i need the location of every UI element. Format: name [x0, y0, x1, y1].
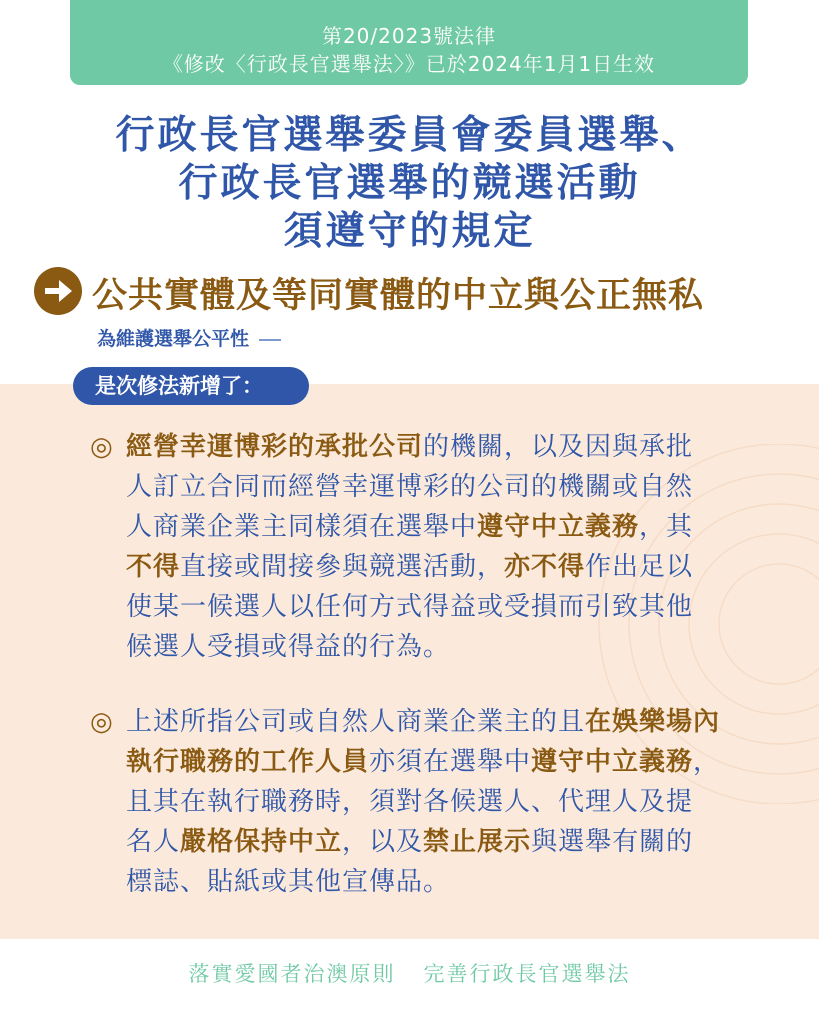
paragraph-casino-staff	[90, 702, 760, 902]
purpose-text: 為維護選舉公平性	[97, 328, 250, 350]
footer-slogan	[0, 958, 819, 988]
title-line-2: 行政長官選舉的競選活動	[178, 161, 641, 206]
paragraph-line: 不得直接或間接參與競選活動，亦不得作出足以	[126, 552, 694, 582]
bullet-mark: ◎	[90, 432, 114, 462]
page-title	[0, 112, 819, 256]
purpose-line	[97, 324, 281, 351]
paragraph-line: 標誌、貼紙或其他宣傳品。	[126, 867, 451, 897]
law-number: 第20/2023號法律	[321, 24, 497, 48]
title-line-1: 行政長官選舉委員會委員選舉、	[115, 113, 704, 158]
bullet-mark: ◎	[90, 707, 114, 737]
paragraph-line: 使某一候選人以任何方式得益或受損而引致其他	[126, 592, 694, 622]
dash-divider	[259, 339, 281, 341]
title-line-3: 須遵守的規定	[283, 209, 536, 254]
new-additions-label: 是次修法新增了：	[73, 367, 309, 405]
paragraph-line: 人訂立合同而經營幸運博彩的公司的機關或自然	[126, 472, 694, 502]
header-banner	[70, 0, 748, 85]
footer-slogan-left: 落實愛國者治澳原則	[188, 962, 396, 986]
paragraph-line: 上述所指公司或自然人商業企業主的且在娛樂場內	[126, 707, 721, 737]
paragraph-line: 經營幸運博彩的承批公司的機關，以及因與承批	[126, 432, 694, 462]
paragraph-line: 候選人受損或得益的行為。	[126, 632, 451, 662]
law-effective-date: 《修改〈行政長官選舉法〉》已於2024年1月1日生效	[162, 52, 656, 76]
paragraph-line: 人商業企業主同樣須在選舉中遵守中立義務，其	[126, 512, 694, 542]
footer-slogan-right: 完善行政長官選舉法	[423, 962, 631, 986]
paragraph-line: 執行職務的工作人員亦須在選舉中遵守中立義務，	[126, 747, 721, 777]
arrow-right-circle-icon	[34, 267, 82, 315]
paragraph-casino-concessionaires	[90, 427, 760, 667]
section-heading: 公共實體及等同實體的中立與公正無私	[92, 276, 705, 316]
paragraph-line: 名人嚴格保持中立，以及禁止展示與選舉有關的	[126, 827, 694, 857]
paragraph-line: 且其在執行職務時，須對各候選人、代理人及提	[126, 787, 694, 817]
